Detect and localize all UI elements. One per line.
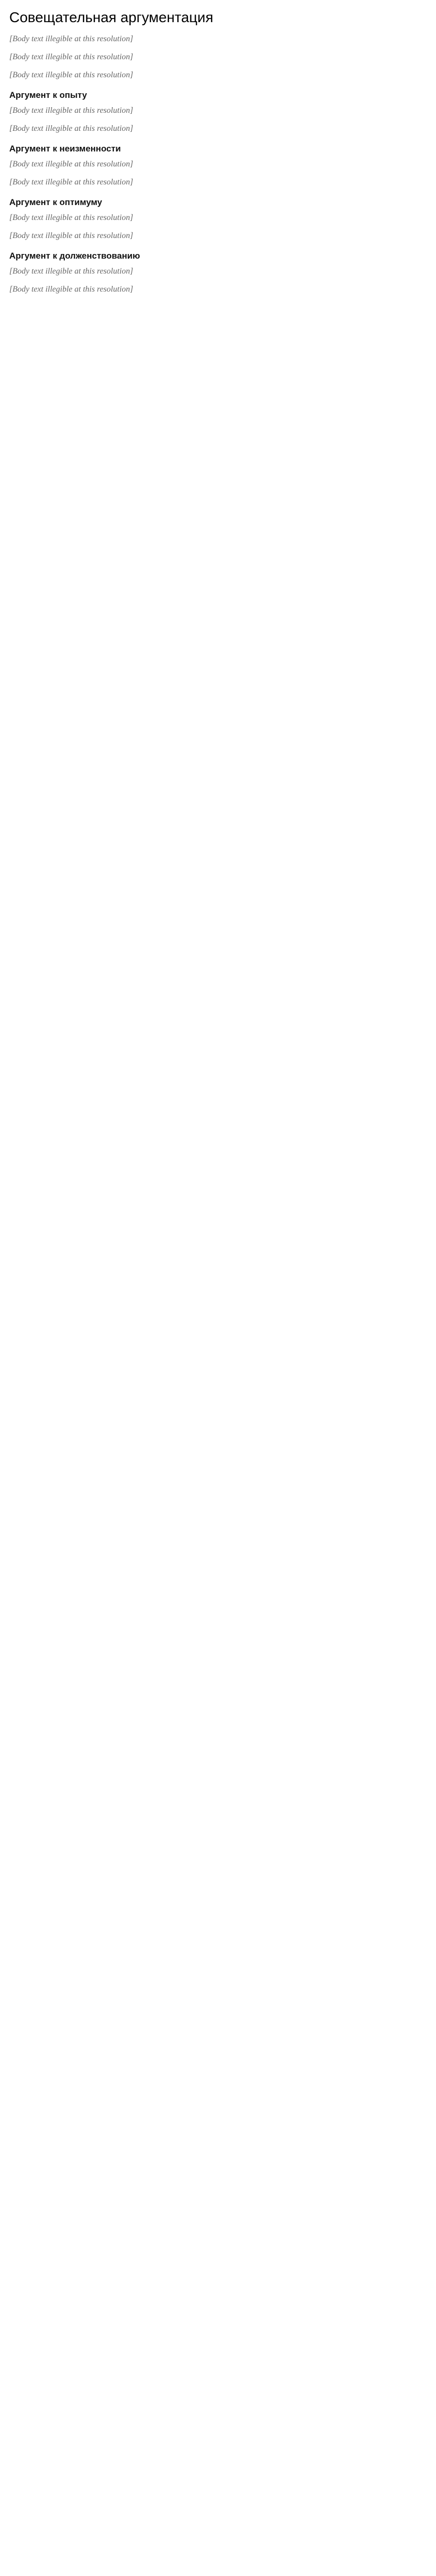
paragraph: [Body text illegible at this resolution]	[9, 231, 133, 240]
paragraph: [Body text illegible at this resolution]	[9, 160, 133, 168]
paragraph: [Body text illegible at this resolution]	[9, 53, 133, 61]
paragraph: [Body text illegible at this resolution]	[9, 124, 133, 133]
paragraph: [Body text illegible at this resolution]	[9, 106, 133, 115]
page-title: Совещательная аргументация	[9, 9, 214, 25]
section-heading: Аргумент к неизменности	[9, 144, 121, 154]
document-body	[9, 33, 427, 295]
paragraph: [Body text illegible at this resolution]	[9, 285, 133, 294]
paragraph: [Body text illegible at this resolution]	[9, 35, 133, 43]
section-heading: Аргумент к долженствованию	[9, 251, 140, 261]
paragraph: [Body text illegible at this resolution]	[9, 71, 133, 79]
paragraph: [Body text illegible at this resolution]	[9, 178, 133, 187]
document-page	[0, 0, 436, 314]
section-heading: Аргумент к опыту	[9, 90, 87, 100]
section-heading: Аргумент к оптимуму	[9, 197, 102, 207]
paragraph: [Body text illegible at this resolution]	[9, 213, 133, 222]
paragraph: [Body text illegible at this resolution]	[9, 267, 133, 276]
